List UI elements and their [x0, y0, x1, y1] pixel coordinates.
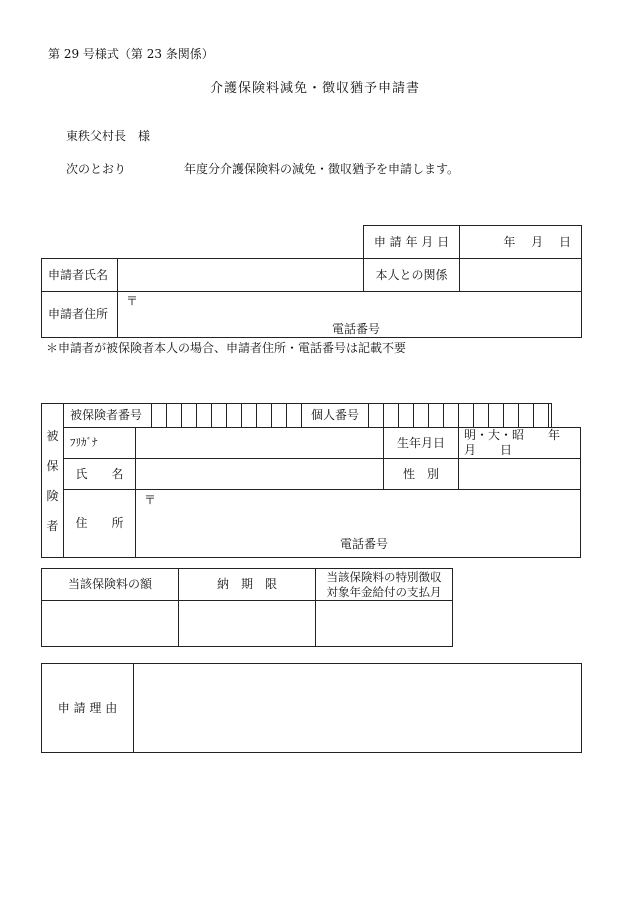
relation-field[interactable]	[460, 259, 582, 292]
insured-number-digit[interactable]	[287, 404, 302, 428]
due-date-header: 納 期 限	[179, 569, 316, 601]
individual-number-digit[interactable]	[459, 404, 474, 428]
form-number: 第 29 号様式（第 23 条関係）	[48, 47, 214, 61]
fiscal-year-field[interactable]	[128, 158, 180, 178]
insured-address-label: 住 所	[64, 490, 136, 558]
individual-number-digit[interactable]	[519, 404, 534, 428]
insured-side-label: 被 保 険 者	[42, 404, 64, 558]
premium-table	[41, 568, 453, 647]
pension-month-field[interactable]	[316, 601, 453, 647]
insured-number-digit[interactable]	[212, 404, 227, 428]
applicant-address-field[interactable]	[118, 292, 582, 338]
sex-field[interactable]	[459, 459, 581, 490]
insured-phone-label: 電話番号	[340, 537, 389, 551]
postal-mark: 〒	[126, 294, 139, 308]
insured-number-digit[interactable]	[257, 404, 272, 428]
insured-address-field[interactable]	[136, 490, 581, 558]
furigana-label: ﾌﾘｶﾞﾅ	[64, 428, 136, 459]
insured-number-digit[interactable]	[227, 404, 242, 428]
insured-number-digit[interactable]	[182, 404, 197, 428]
reason-table	[41, 663, 582, 753]
application-date-label: 申 請 年 月 日	[364, 226, 460, 259]
furigana-field[interactable]	[136, 428, 384, 459]
individual-number-digit[interactable]	[444, 404, 459, 428]
individual-number-digit[interactable]	[429, 404, 444, 428]
applicant-name-field[interactable]	[118, 259, 364, 292]
birthdate-field[interactable]: 明・大・昭 年 月 日	[459, 428, 581, 459]
insured-number-digit[interactable]	[167, 404, 182, 428]
reason-label: 申 請 理 由	[42, 664, 134, 753]
individual-number-digit[interactable]	[414, 404, 429, 428]
individual-number-digit[interactable]	[504, 404, 519, 428]
reason-field[interactable]	[134, 664, 582, 753]
insured-name-label: 氏 名	[64, 459, 136, 490]
individual-number-digit[interactable]	[489, 404, 504, 428]
addressee: 東秩父村長 様	[66, 129, 151, 143]
individual-number-label: 個人番号	[302, 404, 369, 428]
insured-number-digit[interactable]	[242, 404, 257, 428]
individual-number-digit[interactable]	[399, 404, 414, 428]
applicant-table	[41, 225, 582, 338]
page-title: 介護保険料減免・徴収猶予申請書	[210, 81, 421, 96]
applicant-note: ＊申請者が被保険者本人の場合、申請者住所・電話番号は記載不要	[46, 341, 407, 355]
application-date-field[interactable]: 年 月 日	[460, 226, 582, 259]
premium-amount-header: 当該保険料の額	[42, 569, 179, 601]
premium-amount-field[interactable]	[42, 601, 179, 647]
relation-label: 本人との関係	[364, 259, 460, 292]
postal-mark: 〒	[144, 493, 157, 507]
insured-number-digit[interactable]	[197, 404, 212, 428]
birthdate-label: 生年月日	[384, 428, 459, 459]
intro-prefix: 次のとおり	[66, 162, 127, 176]
insured-table	[41, 403, 585, 558]
individual-number-digit[interactable]	[384, 404, 399, 428]
individual-number-digit[interactable]	[474, 404, 489, 428]
insured-number-label: 被保険者番号	[64, 404, 152, 428]
sex-label: 性 別	[384, 459, 459, 490]
insured-number-digit[interactable]	[272, 404, 287, 428]
applicant-phone-label: 電話番号	[332, 322, 381, 336]
intro-suffix: 年度分介護保険料の減免・徴収猶予を申請します。	[184, 162, 460, 176]
pension-month-header: 当該保険料の特別徴収 対象年金給付の支払月	[316, 569, 453, 601]
individual-number-digit[interactable]	[369, 404, 384, 428]
insured-number-digit[interactable]	[152, 404, 167, 428]
applicant-name-label: 申請者氏名	[42, 259, 118, 292]
individual-number-digit[interactable]	[534, 404, 549, 428]
insured-name-field[interactable]	[136, 459, 384, 490]
applicant-address-label: 申請者住所	[42, 292, 118, 338]
due-date-field[interactable]	[179, 601, 316, 647]
